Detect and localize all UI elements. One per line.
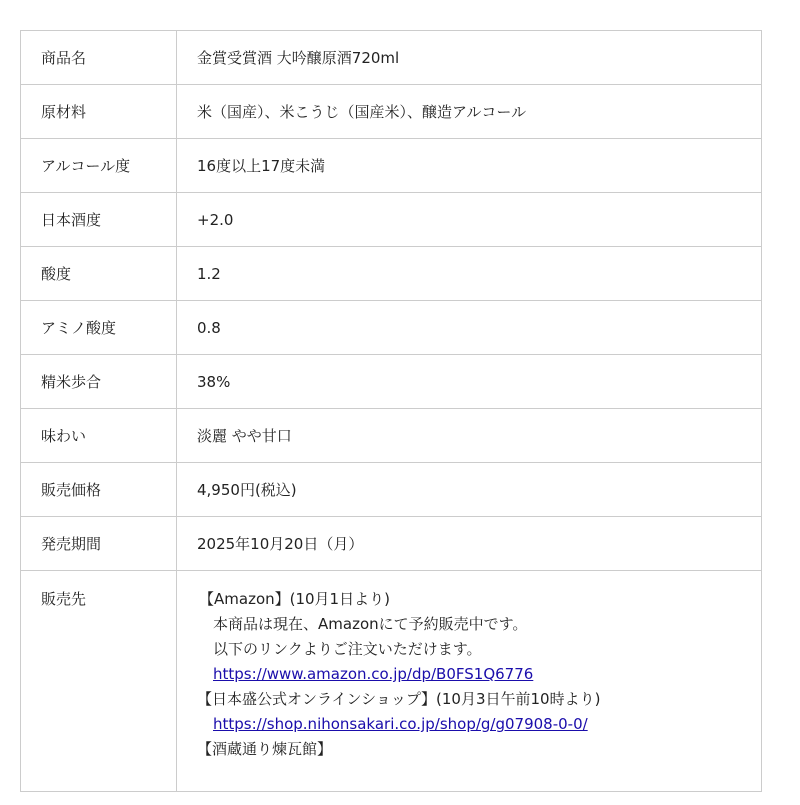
- spec-value: 38%: [177, 355, 762, 409]
- spec-row-ingredients: [21, 85, 762, 139]
- spec-label: 原材料: [21, 85, 177, 139]
- spec-value: 4,950円(税込): [177, 463, 762, 517]
- amazon-note: 本商品は現在、Amazonにて予約販売中です。: [213, 615, 528, 633]
- spec-label: アルコール度: [21, 139, 177, 193]
- spec-label: 発売期間: [21, 517, 177, 571]
- spec-label: 精米歩合: [21, 355, 177, 409]
- spec-row-taste: [21, 409, 762, 463]
- sales-channels-cell: [177, 571, 762, 792]
- spec-row-price: [21, 463, 762, 517]
- spec-label: 商品名: [21, 31, 177, 85]
- spec-label: 酸度: [21, 247, 177, 301]
- spec-value: 淡麗 やや甘口: [177, 409, 762, 463]
- spec-value: 米（国産）、米こうじ（国産米）、醸造アルコール: [177, 85, 762, 139]
- spec-label: 販売価格: [21, 463, 177, 517]
- spec-label: 販売先: [21, 571, 177, 792]
- spec-value: 金賞受賞酒 大吟醸原酒720ml: [177, 31, 762, 85]
- spec-value: +2.0: [177, 193, 762, 247]
- spec-row-acidity: [21, 247, 762, 301]
- amazon-link-line: [197, 662, 761, 687]
- spec-value: 1.2: [177, 247, 762, 301]
- spec-row-sales-channels: [21, 571, 762, 792]
- spec-row-release-date: [21, 517, 762, 571]
- amazon-heading: 【Amazon】(10月1日より): [199, 590, 390, 608]
- spec-value: 2025年10月20日（月）: [177, 517, 762, 571]
- online-shop-link[interactable]: https://shop.nihonsakari.co.jp/shop/g/g07908-0-0/: [213, 715, 588, 733]
- spec-row-alcohol: [21, 139, 762, 193]
- spec-label: アミノ酸度: [21, 301, 177, 355]
- amazon-link[interactable]: https://www.amazon.co.jp/dp/B0FS1Q6776: [213, 665, 534, 683]
- spec-value: 0.8: [177, 301, 762, 355]
- product-spec-table: [20, 30, 762, 792]
- shop-heading: 【日本盛公式オンラインショップ】(10月3日午前10時より): [197, 690, 601, 708]
- spec-label: 味わい: [21, 409, 177, 463]
- spec-row-sake-meter: [21, 193, 762, 247]
- amazon-note: 以下のリンクよりご注文いただけます。: [213, 640, 482, 658]
- spec-row-amino-acidity: [21, 301, 762, 355]
- store-heading: 【酒蔵通り煉瓦館】: [197, 740, 333, 758]
- spec-row-product-name: [21, 31, 762, 85]
- spec-value: 16度以上17度未満: [177, 139, 762, 193]
- spec-label: 日本酒度: [21, 193, 177, 247]
- spec-row-polishing-ratio: [21, 355, 762, 409]
- shop-link-line: [197, 712, 761, 737]
